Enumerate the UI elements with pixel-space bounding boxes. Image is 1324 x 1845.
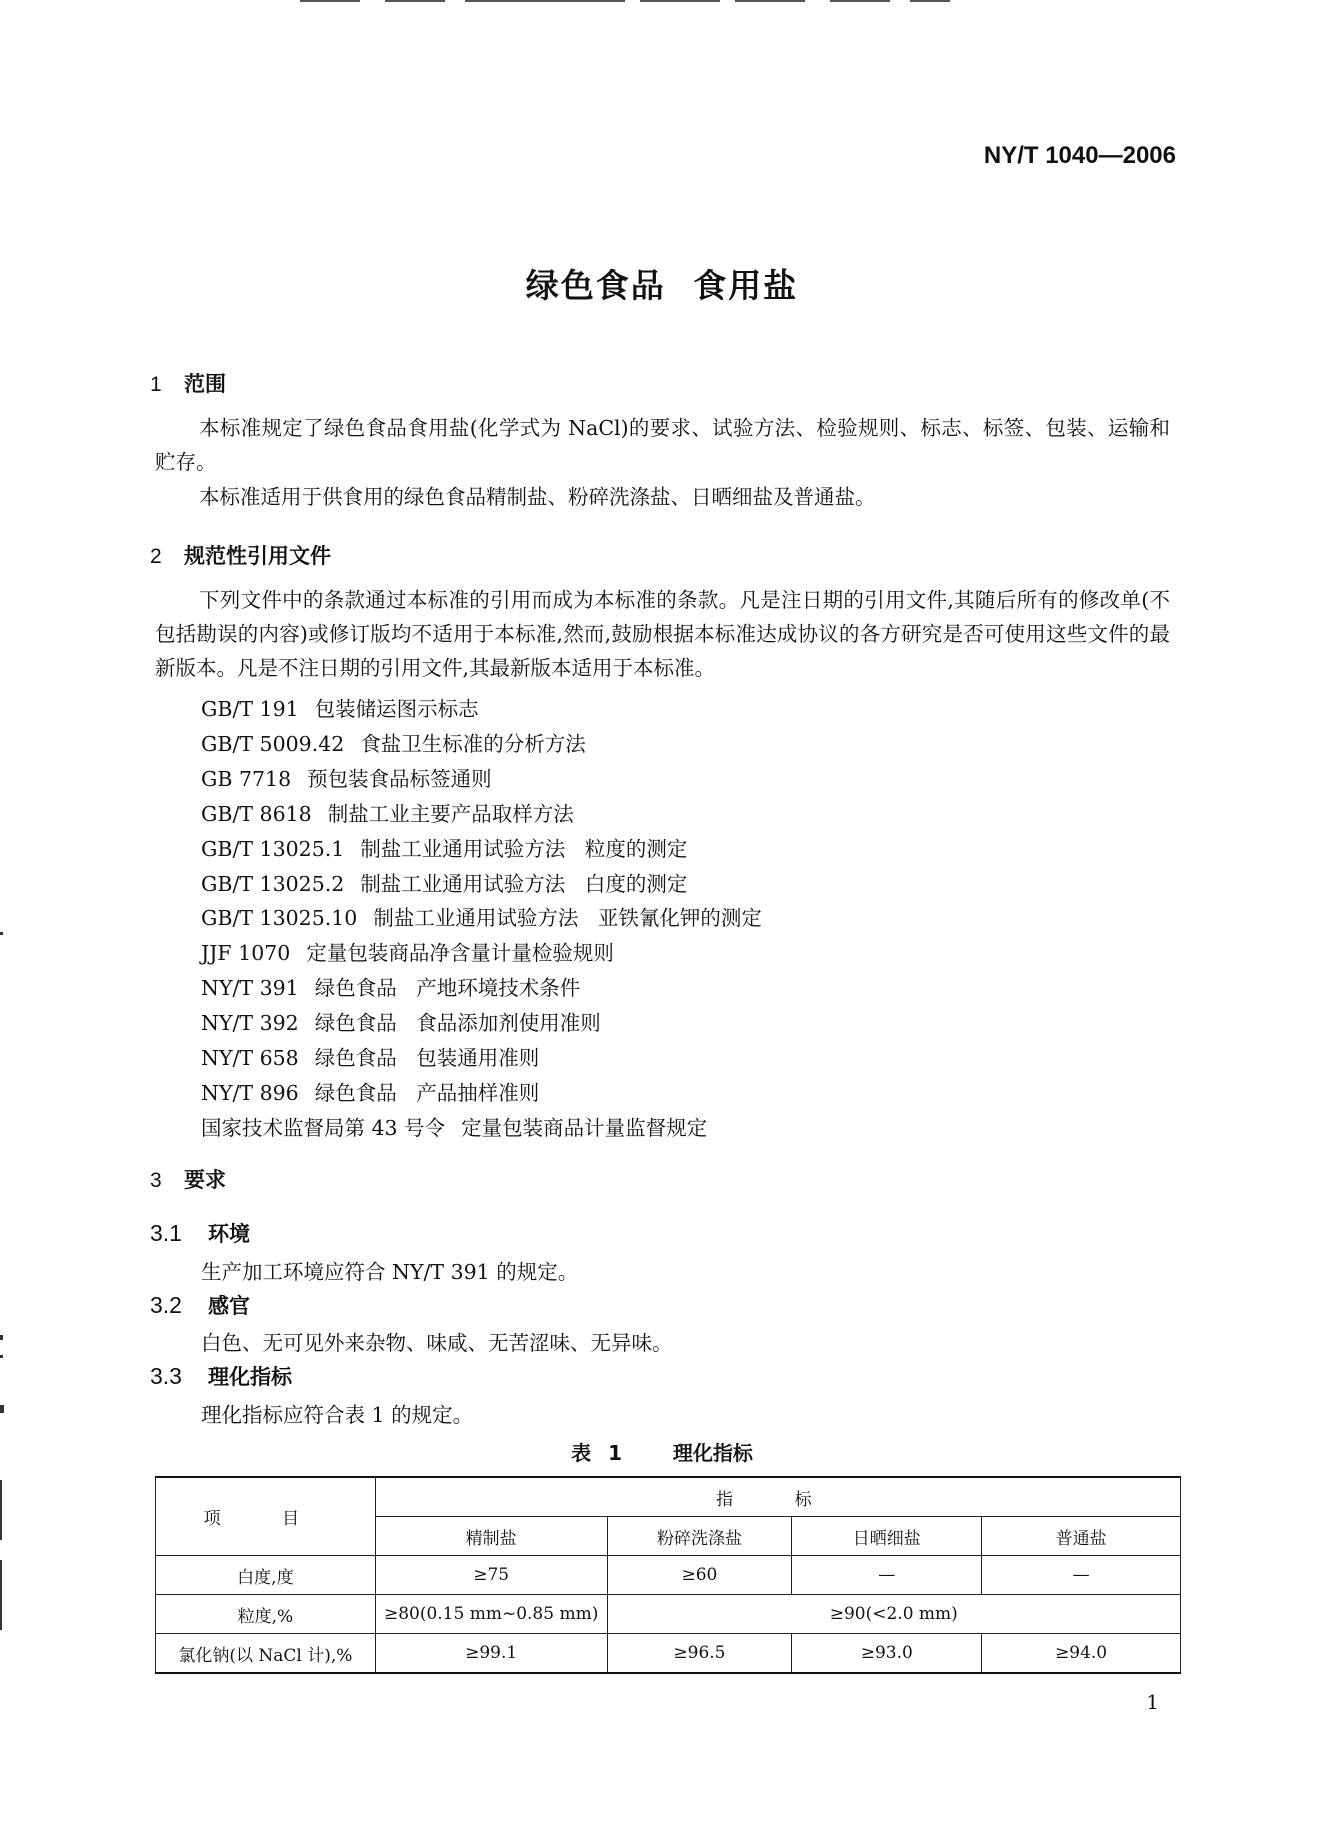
subsection-title: 理化指标 [208,1365,292,1389]
table-cell: ≥93.0 [792,1634,982,1674]
table-cell: ≥60 [607,1556,792,1595]
subsection-number: 3.3 [150,1363,182,1389]
reference-item [201,971,580,1001]
row-label: 白度,度 [156,1556,376,1595]
reference-title: 绿色食品 包装通用准则 [314,1046,540,1070]
reference-code: NY/T 658 [201,1046,299,1070]
subsection-3-1-text: 生产加工环境应符合 NY/T 391 的规定。 [201,1260,579,1284]
column-header: 日晒细盐 [792,1517,982,1556]
table-caption: 表 1 理化指标 [571,1441,753,1465]
scan-top-mark [300,0,360,2]
scan-top-mark [465,0,625,2]
table-cell: ≥90(<2.0 mm) [607,1595,1180,1634]
table-cell: ≥96.5 [607,1634,792,1674]
reference-code: NY/T 896 [201,1081,299,1105]
reference-title: 绿色食品 产品抽样准则 [314,1081,540,1105]
reference-item [201,762,492,792]
reference-code: GB/T 13025.1 [201,837,345,861]
reference-item [201,936,614,966]
section-number: 3 [150,1169,162,1192]
reference-item [201,692,479,722]
table-row [156,1556,1181,1595]
reference-code: JJF 1070 [201,941,291,965]
physicochemical-table [155,1476,1181,1674]
scan-top-mark [735,0,805,2]
reference-title: 制盐工业通用试验方法 亚铁氰化钾的测定 [373,906,762,930]
reference-code: NY/T 392 [201,1011,299,1035]
reference-item [201,1111,707,1141]
reference-title: 制盐工业主要产品取样方法 [327,802,574,826]
document-title: 绿色食品 食用盐 [525,266,799,305]
table-row [156,1634,1181,1674]
reference-item [201,797,574,827]
table-row [156,1595,1181,1634]
reference-item [201,1076,539,1106]
subsection-3-2-text: 白色、无可见外来杂物、味咸、无苦涩味、无异味。 [201,1331,673,1355]
reference-code: GB/T 13025.10 [201,906,358,930]
scan-speck [0,1355,3,1358]
scan-speck [0,1480,2,1540]
table-cell: ≥94.0 [982,1634,1181,1674]
table-cell: — [792,1556,982,1595]
header-item: 项 目 [156,1477,376,1556]
subsection-3-1-heading [150,1218,250,1248]
column-header: 粉碎洗涤盐 [607,1517,792,1556]
scan-top-mark [385,0,445,2]
reference-code: GB/T 8618 [201,802,312,826]
column-header: 精制盐 [375,1517,607,1556]
subsection-title: 感官 [208,1294,250,1318]
reference-title: 定量包装商品净含量计量检验规则 [306,941,614,965]
reference-item [201,832,687,862]
row-label: 氯化钠(以 NaCl 计),% [156,1634,376,1674]
section-title: 范围 [184,372,226,396]
subsection-3-3-heading [150,1361,292,1391]
reference-code: NY/T 391 [201,976,299,1000]
reference-code: GB/T 5009.42 [201,732,345,756]
section-title: 规范性引用文件 [184,544,331,568]
scan-speck [0,1405,4,1413]
reference-item [201,1006,601,1036]
table-cell: ≥99.1 [375,1634,607,1674]
table-cell: — [982,1556,1181,1595]
header-index: 指 标 [375,1477,1180,1517]
section-1-paragraph-1: 本标准规定了绿色食品食用盐(化学式为 NaCl)的要求、试验方法、检验规则、标志、标签、包装、运输和贮存。 [155,416,1170,474]
reference-code: GB/T 191 [201,697,299,721]
table-header-row [156,1477,1181,1517]
reference-code: GB/T 13025.2 [201,872,345,896]
section-3-heading [150,1164,226,1194]
reference-title: 食盐卫生标准的分析方法 [360,732,586,756]
reference-code: GB 7718 [201,767,292,791]
reference-title: 预包装食品标签通则 [307,767,492,791]
reference-title: 包装储运图示标志 [314,697,479,721]
section-1-heading [150,368,226,398]
scan-speck [0,1335,3,1340]
subsection-number: 3.2 [150,1292,182,1318]
subsection-3-2-heading [150,1290,250,1320]
section-2-heading [150,540,331,570]
subsection-title: 环境 [208,1222,250,1246]
subsection-number: 3.1 [150,1220,182,1246]
table-cell: ≥75 [375,1556,607,1595]
reference-item [201,901,762,931]
section-number: 2 [150,545,162,568]
column-header: 普通盐 [982,1517,1181,1556]
reference-title: 定量包装商品计量监督规定 [461,1116,708,1140]
scan-top-mark [640,0,720,2]
page-number: 1 [1146,1690,1159,1714]
standard-code: NY/T 1040—2006 [983,142,1176,169]
subsection-3-3-text: 理化指标应符合表 1 的规定。 [201,1403,474,1427]
reference-title: 制盐工业通用试验方法 白度的测定 [360,872,688,896]
section-1-paragraph-2: 本标准适用于供食用的绿色食品精制盐、粉碎洗涤盐、日晒细盐及普通盐。 [199,485,876,509]
reference-title: 绿色食品 产地环境技术条件 [314,976,581,1000]
reference-title: 制盐工业通用试验方法 粒度的测定 [360,837,688,861]
reference-item [201,867,687,897]
section-number: 1 [150,373,162,396]
scan-top-mark [830,0,890,2]
section-2-intro: 下列文件中的条款通过本标准的引用而成为本标准的条款。凡是注日期的引用文件,其随后所有的修改单(不包括勘误的内容)或修订版均不适用于本标准,然而,鼓励根据本标准达成协议的各方研究是否可使用这些文件的最新版本。凡是不注日期的引用文件,其最新版本适用于本标准。 [155,588,1170,680]
reference-item [201,727,586,757]
reference-title: 绿色食品 食品添加剂使用准则 [314,1011,601,1035]
scan-speck [0,932,3,935]
reference-code: 国家技术监督局第 43 号令 [201,1116,446,1140]
scan-top-mark [910,0,950,2]
section-title: 要求 [184,1168,226,1192]
row-label: 粒度,% [156,1595,376,1634]
table-cell: ≥80(0.15 mm~0.85 mm) [375,1595,607,1634]
scan-speck [0,1560,2,1630]
reference-item [201,1041,539,1071]
